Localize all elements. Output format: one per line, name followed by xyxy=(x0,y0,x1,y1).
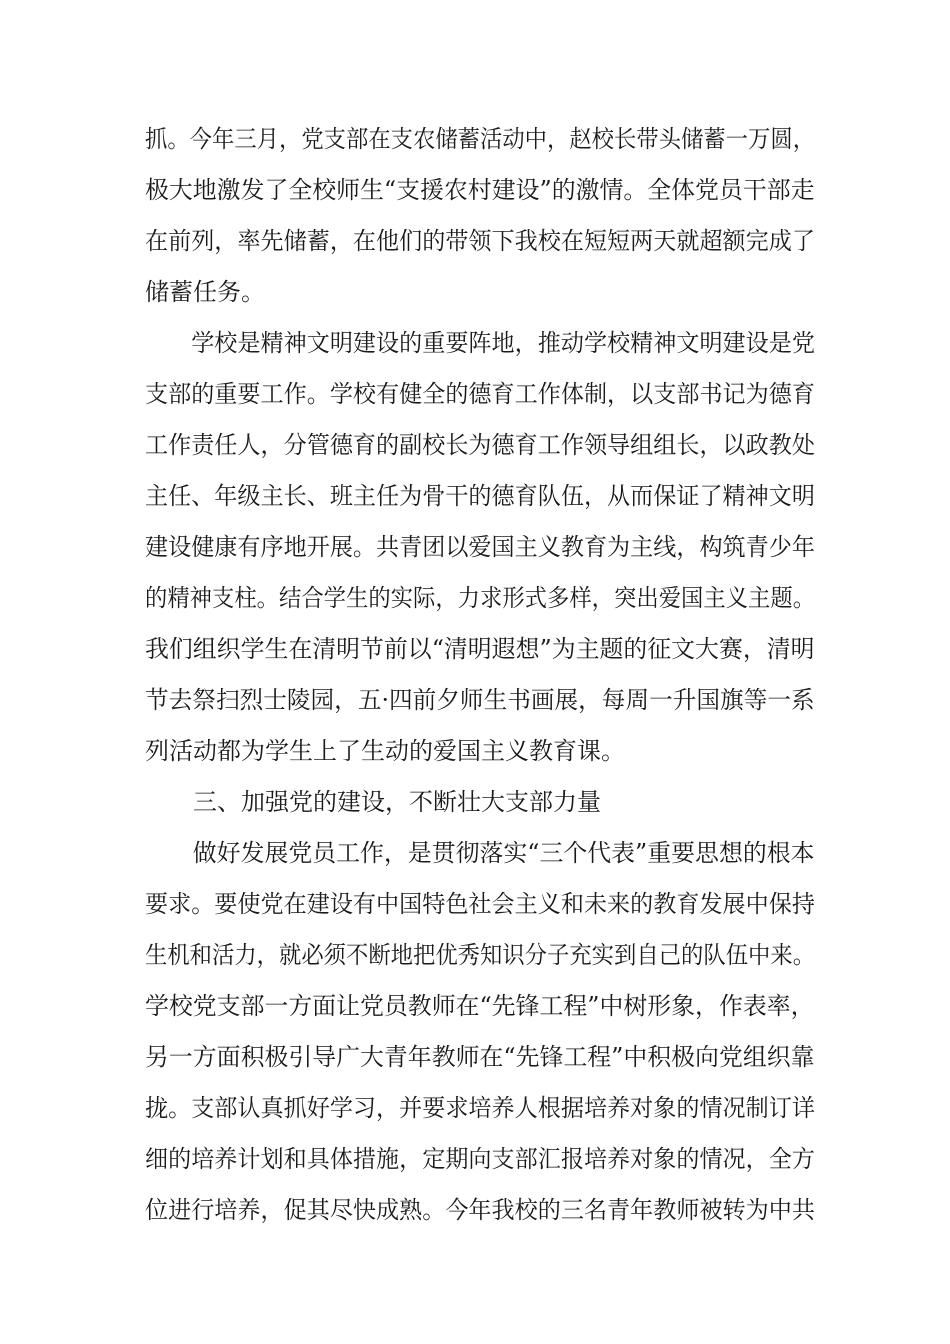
text-line: 建设健康有序地开展。共青团以爱国主义教育为主线，构筑青少年 xyxy=(145,533,815,561)
text-line: 主任、年级主长、班主任为骨干的德育队伍，从而保证了精神文明 xyxy=(145,482,815,510)
text-line: 极大地激发了全校师生“支援农村建设”的激情。全体党员干部走 xyxy=(145,176,815,204)
text-line: 的精神支柱。结合学生的实际，力求形式多样，突出爱国主义主题。 xyxy=(145,584,816,612)
text-line: 三、加强党的建设，不断壮大支部力量 xyxy=(193,788,601,816)
text-line: 学校党支部一方面让党员教师在“先锋工程”中树形象，作表率， xyxy=(145,992,815,1020)
text-line: 细的培养计划和具体措施，定期向支部汇报培养对象的情况，全方 xyxy=(145,1145,815,1173)
text-line: 另一方面积极引导广大青年教师在“先锋工程”中积极向党组织靠 xyxy=(145,1043,815,1071)
text-line: 位进行培养，促其尽快成熟。今年我校的三名青年教师被转为中共 xyxy=(145,1196,815,1224)
document-body xyxy=(145,114,815,1236)
text-line: 列活动都为学生上了生动的爱国主义教育课。 xyxy=(145,737,625,765)
text-line: 学校是精神文明建设的重要阵地，推动学校精神文明建设是党 xyxy=(191,329,815,357)
text-line: 储蓄任务。 xyxy=(145,278,265,306)
text-line: 节去祭扫烈士陵园，五·四前夕师生书画展，每周一升国旗等一系 xyxy=(145,686,815,714)
text-line: 抓。今年三月，党支部在支农储蓄活动中，赵校长带头储蓄一万圆， xyxy=(145,125,816,153)
text-line: 工作责任人，分管德育的副校长为德育工作领导组组长，以政教处 xyxy=(145,431,815,459)
text-line: 拢。支部认真抓好学习，并要求培养人根据培养对象的情况制订详 xyxy=(145,1094,815,1122)
text-line: 做好发展党员工作，是贯彻落实“三个代表”重要思想的根本 xyxy=(192,839,815,867)
text-line: 我们组织学生在清明节前以“清明遐想”为主题的征文大赛，清明 xyxy=(145,635,815,663)
text-line: 支部的重要工作。学校有健全的德育工作体制，以支部书记为德育 xyxy=(145,380,815,408)
text-line: 生机和活力，就必须不断地把优秀知识分子充实到自己的队伍中来。 xyxy=(145,941,816,969)
text-line: 要求。要使党在建设有中国特色社会主义和未来的教育发展中保持 xyxy=(145,890,815,918)
text-line: 在前列，率先储蓄，在他们的带领下我校在短短两天就超额完成了 xyxy=(145,227,815,255)
